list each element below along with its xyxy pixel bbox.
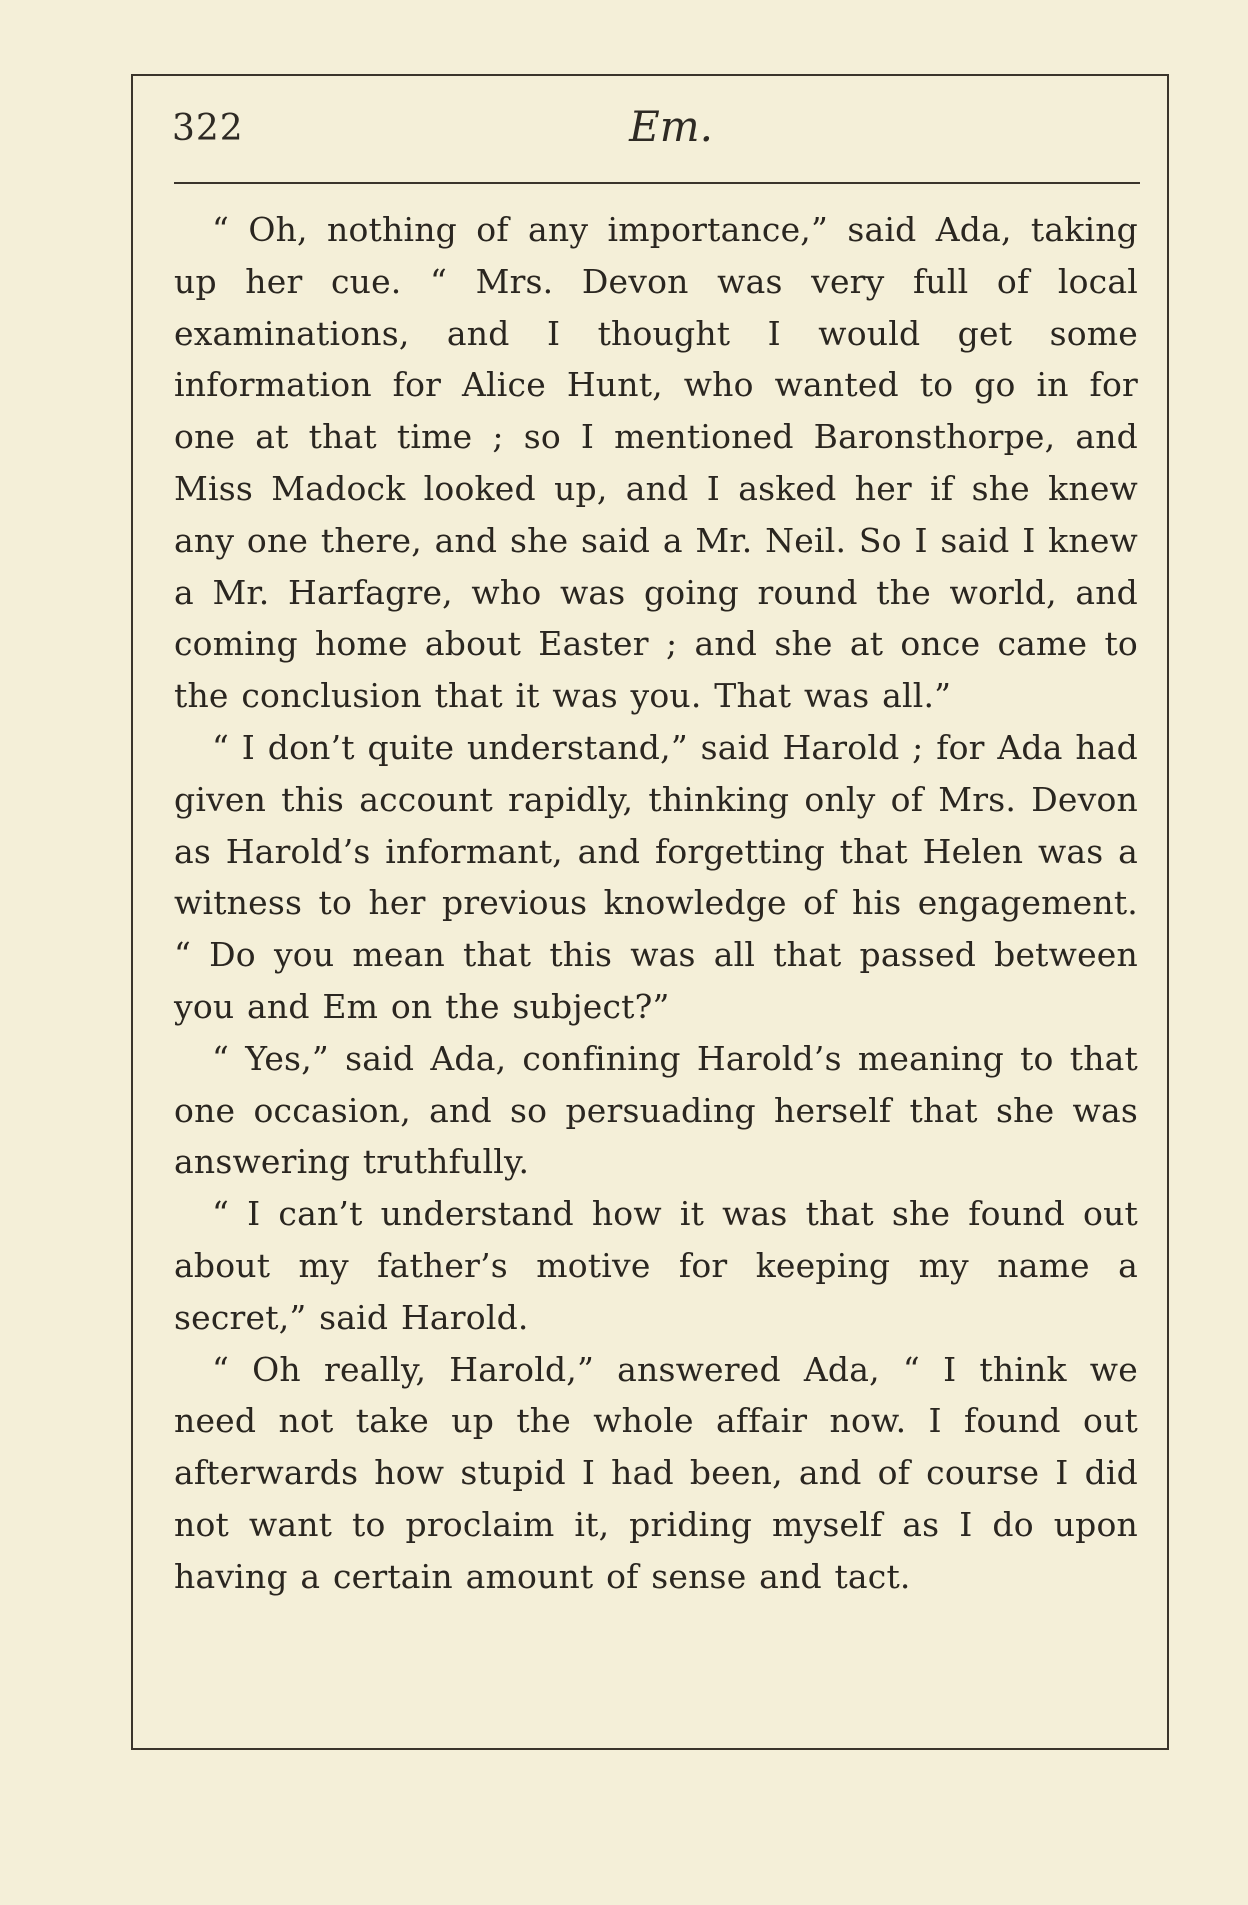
running-title: Em. [629, 102, 713, 151]
body-text [174, 204, 1138, 1603]
paragraph: “ Oh, nothing of any importance,” said Ada, taking up her cue. “ Mrs. Devon was very full of local examinations, and I thought I would get some information for Alice Hunt, who wanted to go in for one at that time ; so I mentioned Baronsthorpe, and Miss Madock looked up, and I asked her if she knew any one there, and she said a Mr. Neil. So I said I knew a Mr. Harfagre, who was going round the world, and coming home about Easter ; and she at once came to the conclusion that it was you. That was all.” [174, 210, 1138, 716]
paragraph: “ Oh really, Harold,” answered Ada, “ I think we need not take up the whole affair now. I found out afterwards how stupid I had been, and of course I did not want to proclaim it, priding myself as I do upon having a certain amount of sense and tact. [174, 1349, 1138, 1596]
paragraph: “ I can’t understand how it was that she found out about my father’s motive for keeping my name a secret,” said Harold. [174, 1194, 1138, 1337]
header-rule [174, 182, 1140, 184]
page-number: 322 [172, 108, 244, 149]
paragraph: “ Yes,” said Ada, confining Harold’s meaning to that one occasion, and so persuading herself that she was answering truthfully. [174, 1038, 1138, 1182]
page-header [172, 102, 1140, 162]
paragraph: “ I don’t quite understand,” said Harold ; for Ada had given this account rapidly, thinking only of Mrs. Devon as Harold’s informant, and forgetting that Helen was a witness to her previous knowledge of his engagement. “ Do you mean that this was all that passed between you and Em on the subject?” [174, 727, 1138, 1026]
